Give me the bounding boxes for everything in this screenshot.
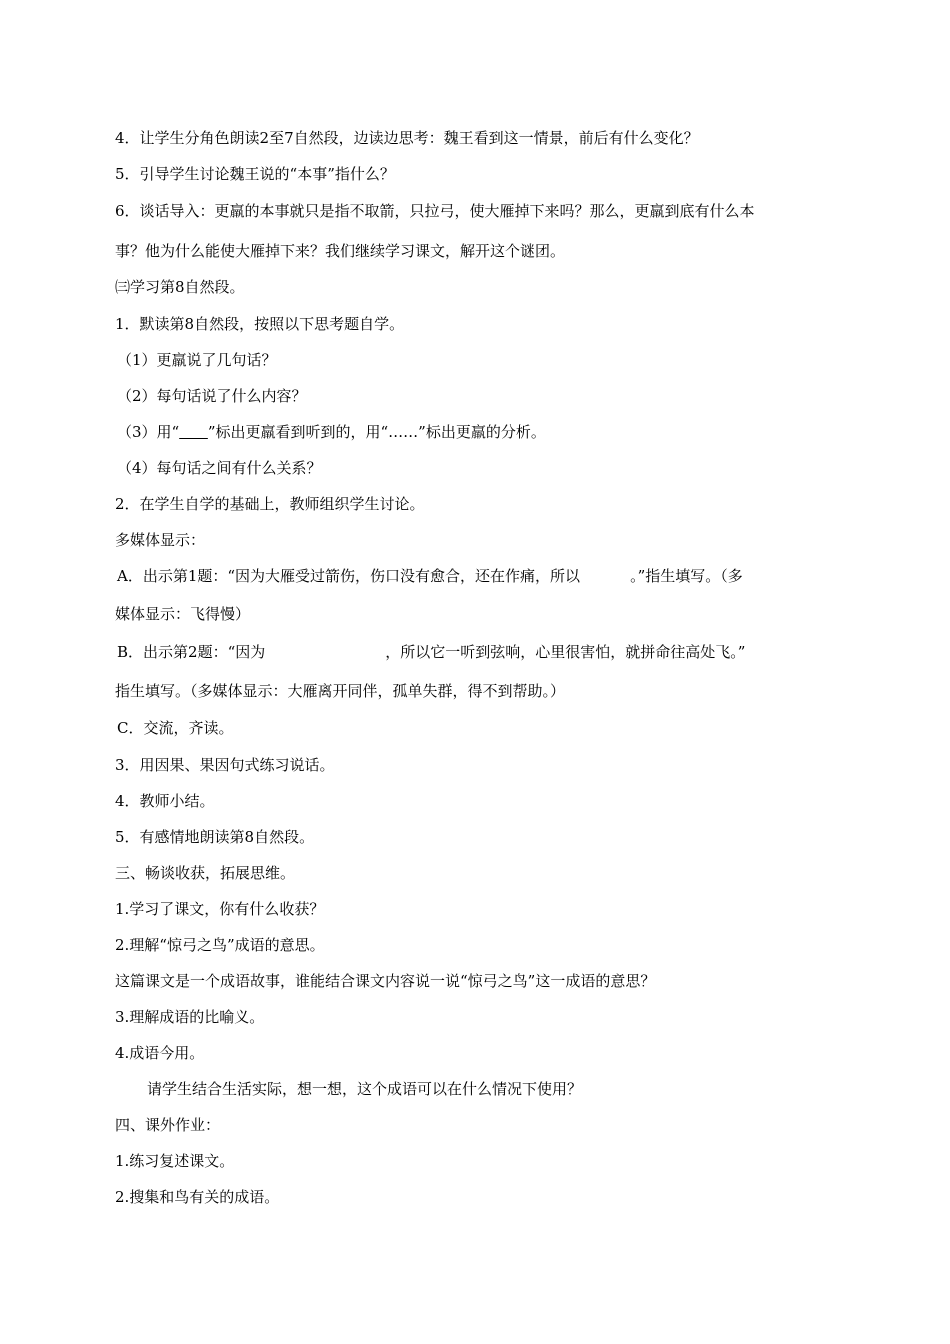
section-3-item-4: 4.成语今用。 [115, 1044, 205, 1062]
question-3-part-a: （3）用“ [117, 423, 180, 441]
homework-item-1: 1.练习复述课文。 [115, 1152, 235, 1170]
item-a-line-1 [117, 566, 842, 586]
section-4-heading: 四、课外作业： [115, 1116, 221, 1134]
question-2: （2）每句话说了什么内容？ [117, 387, 307, 405]
step-6-text-line-1: 6．谈话导入：更羸的本事就只是指不取箭，只拉弓，使大雁掉下来吗？那么，更羸到底有什么本 [115, 202, 755, 220]
task-1-text: 1．默读第8自然段，按照以下思考题自学。 [115, 315, 405, 333]
item-c: C．交流，齐读。 [117, 719, 234, 737]
item-b-line-2: 指生填写。（多媒体显示：大雁离开同伴，孤单失群，得不到帮助。） [115, 682, 566, 700]
item-b-part-1: B．出示第2题：“因为 [117, 643, 266, 661]
step-5-text: 5．引导学生讨论魏王说的“本事”指什么？ [115, 165, 395, 183]
item-a-part-1: A．出示第1题：“因为大雁受过箭伤，伤口没有愈合，还在作痛，所以 [117, 567, 581, 585]
task-3-text: 3．用因果、果因句式练习说话。 [115, 756, 335, 774]
section-3-item-4-detail: 请学生结合生活实际，想一想，这个成语可以在什么情况下使用？ [147, 1080, 583, 1098]
section-3-paragraph: 这篇课文是一个成语故事，谁能结合课文内容说一说“惊弓之鸟”这一成语的意思？ [115, 972, 656, 990]
section-3-item-2: 2.理解“惊弓之鸟”成语的意思。 [115, 936, 325, 954]
section-3-item-3: 3.理解成语的比喻义。 [115, 1008, 265, 1026]
item-a-line-2: 媒体显示：飞得慢） [115, 605, 251, 623]
step-6-text-line-2: 事？他为什么能使大雁掉下来？我们继续学习课文，解开这个谜团。 [115, 242, 566, 260]
section-3-heading: 三、畅谈收获，拓展思维。 [115, 864, 296, 882]
question-3 [117, 422, 842, 442]
task-2-text: 2．在学生自学的基础上，教师组织学生讨论。 [115, 495, 425, 513]
step-4-text: 4．让学生分角色朗读2至7自然段，边读边思考：魏王看到这一情景，前后有什么变化？ [115, 129, 699, 147]
question-1: （1）更羸说了几句话？ [117, 351, 277, 369]
item-b-part-2: ，所以它一听到弦响，心里很害怕，就拼命往高处飞。” [385, 643, 746, 661]
task-5-text: 5．有感情地朗读第8自然段。 [115, 828, 315, 846]
task-4-text: 4．教师小结。 [115, 792, 215, 810]
item-b-line-1 [117, 642, 842, 662]
section-heading-paragraph-8: ㈢学习第8自然段。 [115, 278, 245, 296]
section-3-item-1: 1.学习了课文，你有什么收获？ [115, 900, 325, 918]
homework-item-2: 2.搜集和鸟有关的成语。 [115, 1188, 280, 1206]
question-4: （4）每句话之间有什么关系？ [117, 459, 322, 477]
item-a-part-2: 。”指生填写。（多 [630, 567, 743, 585]
question-3-part-b: ”标出更羸看到听到的，用“……”标出更羸的分析。 [207, 423, 546, 441]
multimedia-label: 多媒体显示： [115, 531, 206, 549]
underline-blank [179, 422, 208, 442]
